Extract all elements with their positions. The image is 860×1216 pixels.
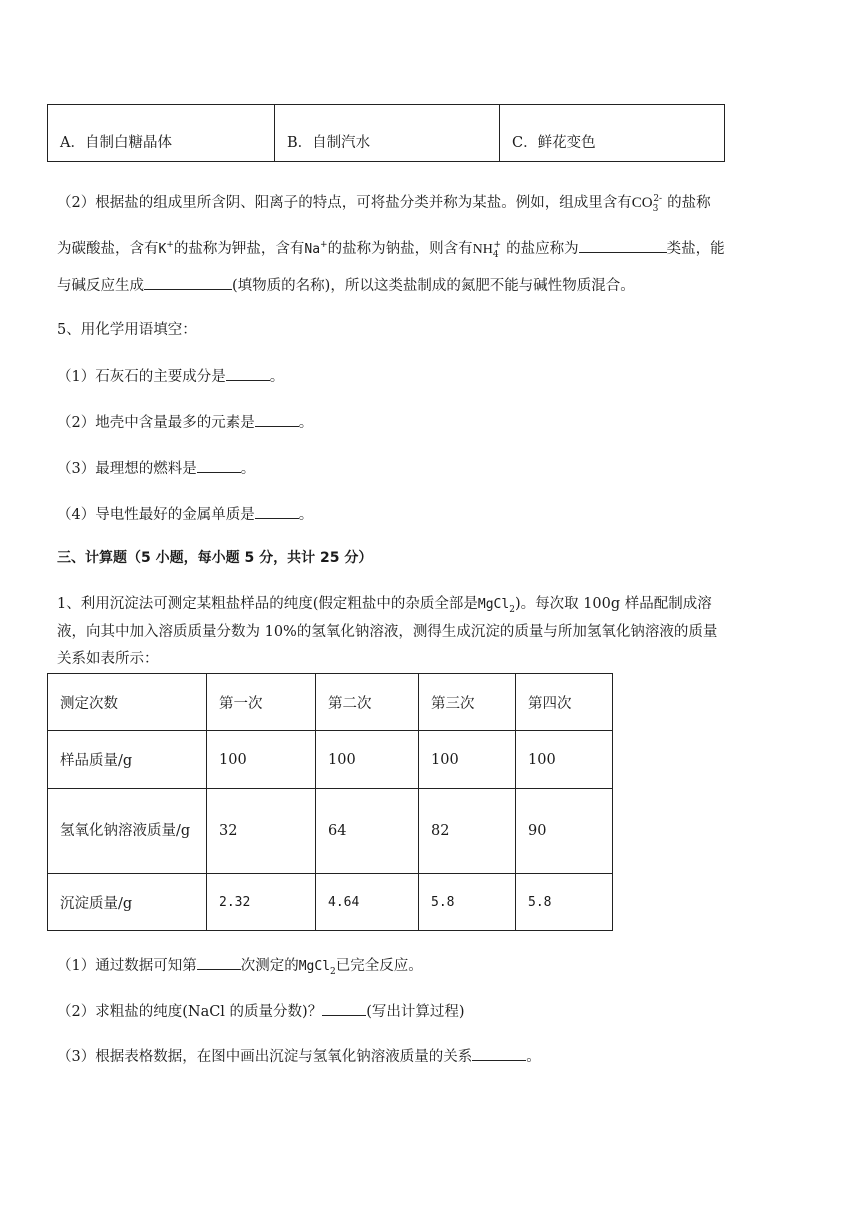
options-table (47, 104, 725, 162)
q5-item-1 (57, 366, 284, 387)
text: 。 (298, 507, 314, 523)
text: 1、利用沉淀法可测定某粗盐样品的纯度(假定粗盐中的杂质全部是 (57, 596, 478, 612)
text: 的盐称为钠盐，则含有 (327, 241, 473, 257)
text: （4）导电性最好的金属单质是 (57, 507, 255, 523)
text: 的盐称 (667, 195, 711, 211)
q4-part2-line2 (57, 238, 725, 260)
q1-sub1 (57, 955, 423, 977)
option-a: A．自制白糖晶体 (48, 105, 275, 162)
ammonium-ion: $NH_4^+$ (472, 240, 502, 260)
text: （2）地壳中含量最多的元素是 (57, 415, 255, 431)
text: 类盐，能 (666, 241, 725, 257)
q5-item-3 (57, 458, 255, 479)
text: （1）石灰石的主要成分是 (57, 369, 226, 385)
table-cell: 64 (316, 789, 419, 874)
table-header-row (48, 674, 613, 731)
table-cell: 氢氧化钠溶液质量/g (48, 789, 207, 874)
table-cell: 5.8 (516, 874, 613, 931)
answer-blank[interactable] (255, 504, 299, 519)
text: 。 (240, 461, 256, 477)
section-heading: 三、计算题（5 小题，每小题 5 分，共计 25 分） (57, 550, 373, 566)
table-row (48, 789, 613, 874)
q1-line3: 关系如表所示： (57, 651, 159, 667)
q1-sub2 (57, 1001, 465, 1022)
answer-blank[interactable] (255, 412, 299, 427)
text: 的盐应称为 (506, 241, 579, 257)
text: (写出计算过程) (366, 1004, 465, 1020)
table-cell: 100 (516, 731, 613, 789)
table-cell: 5.8 (419, 874, 516, 931)
mgcl2-formula: MgCl$_2$ (298, 959, 336, 977)
answer-blank[interactable] (197, 458, 241, 473)
text: 次测定的 (240, 958, 299, 974)
table-header-cell: 第一次 (207, 674, 316, 731)
table-cell: 4.64 (316, 874, 419, 931)
text: 。 (298, 415, 314, 431)
table-cell: 100 (207, 731, 316, 789)
data-table (47, 673, 613, 931)
table-header-cell: 第四次 (516, 674, 613, 731)
table-cell: 82 (419, 789, 516, 874)
answer-blank[interactable] (144, 275, 232, 290)
text: （2）求粗盐的纯度(NaCl 的质量分数)？ (57, 1004, 323, 1020)
mgcl2-formula: MgCl$_2$ (477, 597, 515, 615)
q5-item-4 (57, 504, 313, 525)
text: 的盐称为钾盐，含有 (173, 241, 305, 257)
q5-item-2 (57, 412, 313, 433)
text: （3）最理想的燃料是 (57, 461, 197, 477)
text: )。每次取 100g 样品配制成溶 (514, 596, 712, 612)
option-b: B．自制汽水 (275, 105, 500, 162)
q4-part2-line1 (57, 193, 711, 213)
q1-sub3 (57, 1046, 541, 1067)
table-header-cell: 第二次 (316, 674, 419, 731)
text: （3）根据表格数据，在图中画出沉淀与氢氧化钠溶液质量的关系 (57, 1049, 473, 1065)
table-cell: 100 (419, 731, 516, 789)
table-cell: 2.32 (207, 874, 316, 931)
carbonate-ion: $CO_3^{2-}$ (631, 194, 663, 214)
table-cell: 沉淀质量/g (48, 874, 207, 931)
table-cell: 100 (316, 731, 419, 789)
q1-line2: 液，向其中加入溶质质量分数为 10%的氢氧化钠溶液，测得生成沉淀的质量与所加氢氧化钠溶液的质量 (57, 624, 718, 640)
option-c: C．鲜花变色 (500, 105, 725, 162)
table-row (48, 874, 613, 931)
table-cell: 32 (207, 789, 316, 874)
answer-blank[interactable] (322, 1001, 366, 1016)
q5-title: 5、用化学用语填空： (57, 322, 197, 338)
text: 为碳酸盐，含有 (57, 241, 159, 257)
sodium-ion: Na+ (304, 240, 328, 257)
answer-blank[interactable] (579, 238, 667, 253)
table-header-cell: 测定次数 (48, 674, 207, 731)
answer-blank[interactable] (472, 1046, 526, 1061)
table-row (48, 731, 613, 789)
text: 已完全反应。 (335, 958, 423, 974)
text: （1）通过数据可知第 (57, 958, 197, 974)
answer-blank[interactable] (197, 955, 241, 970)
q1-line1 (57, 594, 712, 615)
text: (填物质的名称)，所以这类盐制成的氮肥不能与碱性物质混合。 (232, 278, 635, 294)
text: 。 (526, 1049, 541, 1065)
text: 。 (269, 369, 285, 385)
q4-part2-line3 (57, 275, 635, 296)
potassium-ion: K+ (158, 240, 174, 257)
table-header-cell: 第三次 (419, 674, 516, 731)
answer-blank[interactable] (226, 366, 270, 381)
text: （2）根据盐的组成里所含阴、阳离子的特点，可将盐分类并称为某盐。例如，组成里含有 (57, 195, 632, 211)
table-cell: 样品质量/g (48, 731, 207, 789)
text: 与碱反应生成 (57, 278, 144, 294)
table-cell: 90 (516, 789, 613, 874)
